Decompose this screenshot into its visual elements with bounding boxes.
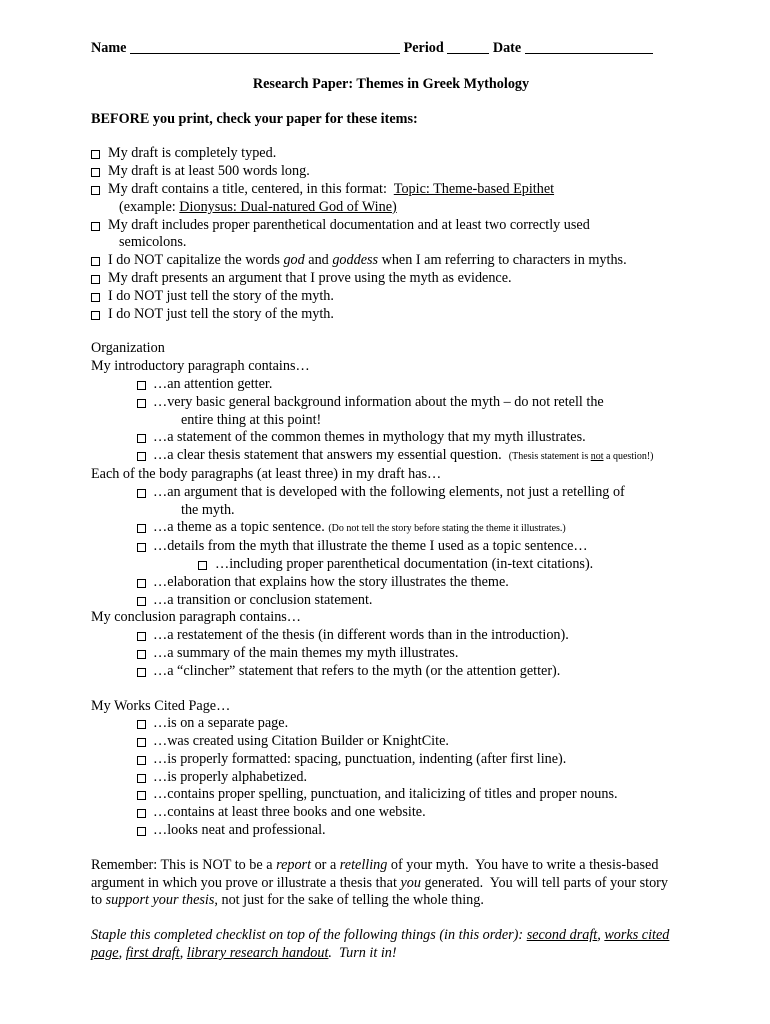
checkbox-icon[interactable] bbox=[137, 399, 146, 408]
staple-works-cited: works cited page bbox=[91, 927, 670, 962]
works-cited-heading: My Works Cited Page… bbox=[91, 697, 231, 714]
checkbox-icon[interactable] bbox=[137, 381, 146, 390]
checkbox-icon[interactable] bbox=[137, 597, 146, 606]
item-text: …a summary of the main themes my myth illustrates. bbox=[153, 644, 459, 661]
topic-note: (Do not tell the story before stating the theme it illustrates.) bbox=[328, 523, 566, 535]
draft-item-documentation-cont: semicolons. bbox=[119, 234, 187, 251]
remember-text: , not just for the sake of telling the whole thing. bbox=[214, 892, 484, 909]
body-heading: Each of the body paragraphs (at least three) in my draft has… bbox=[91, 465, 442, 482]
works-cited-item-alphabetized bbox=[91, 769, 691, 787]
item-text: …is properly alphabetized. bbox=[153, 768, 308, 785]
item-text: …contains proper spelling, punctuation, and italicizing of titles and proper nouns. bbox=[153, 786, 618, 803]
staple-text-end: . Turn it in! bbox=[328, 945, 397, 962]
works-cited-item-builder bbox=[91, 733, 691, 751]
staple-library-handout: library research handout bbox=[186, 945, 329, 962]
word-goddess: goddess bbox=[332, 252, 379, 269]
checkbox-icon[interactable] bbox=[137, 524, 146, 533]
draft-item-argument bbox=[91, 270, 691, 288]
item-text: …a transition or conclusion statement. bbox=[153, 591, 373, 608]
staple-instructions bbox=[91, 927, 681, 963]
body-item-citations bbox=[91, 556, 691, 574]
item-text: …very basic general background information about the myth – do not retell the bbox=[153, 393, 604, 410]
intro-heading: My introductory paragraph contains… bbox=[91, 358, 310, 375]
conclusion-item-clincher bbox=[91, 663, 691, 681]
example-prefix: (example: bbox=[119, 198, 180, 215]
draft-item-length bbox=[91, 163, 691, 181]
draft-checklist bbox=[91, 145, 691, 323]
intro-item-background bbox=[91, 394, 691, 412]
item-text: …a “clincher” statement that refers to the myth (or the attention getter). bbox=[153, 662, 561, 679]
checkbox-icon[interactable] bbox=[137, 668, 146, 677]
body-item-argument bbox=[91, 484, 691, 502]
name-label: Name bbox=[91, 40, 127, 56]
item-text: …a theme as a topic sentence. bbox=[153, 519, 329, 536]
checkbox-icon[interactable] bbox=[137, 756, 146, 765]
note-text-end: a question!) bbox=[603, 451, 654, 463]
checkbox-icon[interactable] bbox=[137, 489, 146, 498]
remember-text: generated. You will tell parts of your story to bbox=[91, 874, 672, 909]
before-heading: BEFORE you print, check your paper for these items: bbox=[91, 110, 418, 127]
works-cited-item-spelling bbox=[91, 786, 691, 804]
works-cited-item-formatted bbox=[91, 751, 691, 769]
item-text: My draft contains a title, centered, in this format: bbox=[108, 180, 394, 197]
title-format: Topic: Theme-based Epithet bbox=[393, 180, 555, 197]
word-support-thesis: support your thesis bbox=[105, 892, 215, 909]
item-text: My draft is completely typed. bbox=[108, 145, 277, 162]
checkbox-icon[interactable] bbox=[91, 275, 100, 284]
item-text: …looks neat and professional. bbox=[153, 822, 326, 839]
works-cited-item-neat bbox=[91, 822, 691, 840]
item-text: I do NOT capitalize the words bbox=[108, 252, 284, 269]
works-cited-item-separate bbox=[91, 715, 691, 733]
intro-item-attention bbox=[91, 376, 691, 394]
item-text: …a statement of the common themes in mythology that my myth illustrates. bbox=[153, 429, 586, 446]
item-text: …contains at least three books and one website. bbox=[153, 804, 426, 821]
note-text: (Thesis statement is bbox=[508, 451, 591, 463]
remember-paragraph bbox=[91, 857, 681, 910]
item-text: entire thing at this point! bbox=[181, 411, 322, 428]
item-text: …details from the myth that illustrate the theme I used as a topic sentence… bbox=[153, 538, 588, 555]
body-item-argument-cont bbox=[91, 502, 691, 520]
body-item-elaboration bbox=[91, 574, 691, 592]
checkbox-icon[interactable] bbox=[91, 257, 100, 266]
word-you: you bbox=[400, 874, 421, 891]
item-text: the myth. bbox=[181, 501, 235, 518]
checkbox-icon[interactable] bbox=[137, 434, 146, 443]
checkbox-icon[interactable] bbox=[137, 809, 146, 818]
checkbox-icon[interactable] bbox=[91, 293, 100, 302]
separator: , bbox=[179, 945, 187, 962]
date-blank[interactable] bbox=[525, 40, 653, 54]
organization-heading: Organization bbox=[91, 340, 165, 357]
checkbox-icon[interactable] bbox=[198, 561, 207, 570]
separator: , bbox=[118, 945, 126, 962]
word-god: god bbox=[283, 252, 305, 269]
remember-text: Remember: This is NOT to be a bbox=[91, 856, 277, 873]
date-label: Date bbox=[492, 40, 522, 56]
remember-text: or a bbox=[311, 856, 340, 873]
checkbox-icon[interactable] bbox=[91, 150, 100, 159]
worksheet-page bbox=[91, 40, 691, 963]
conclusion-heading: My conclusion paragraph contains… bbox=[91, 609, 301, 626]
item-text: …an attention getter. bbox=[153, 375, 273, 392]
checkbox-icon[interactable] bbox=[91, 222, 100, 231]
checkbox-icon[interactable] bbox=[137, 579, 146, 588]
name-blank[interactable] bbox=[130, 40, 400, 54]
draft-item-typed bbox=[91, 145, 691, 163]
conclusion-item-summary bbox=[91, 645, 691, 663]
item-text: My draft includes proper parenthetical documentation and at least two correctly used bbox=[108, 216, 590, 233]
draft-item-title bbox=[91, 181, 691, 199]
draft-item-title-example bbox=[91, 199, 691, 217]
body-item-details bbox=[91, 538, 691, 556]
staple-first-draft: first draft bbox=[125, 945, 180, 962]
header-line bbox=[91, 40, 691, 58]
draft-item-capitalize bbox=[91, 252, 691, 270]
item-text: …is properly formatted: spacing, punctuation, indenting (after first line). bbox=[153, 750, 567, 767]
word-retelling: retelling bbox=[339, 856, 388, 873]
item-text: I do NOT just tell the story of the myth. bbox=[108, 305, 334, 322]
body-item-transition bbox=[91, 592, 691, 610]
checkbox-icon[interactable] bbox=[137, 543, 146, 552]
item-text: I do NOT just tell the story of the myth. bbox=[108, 287, 334, 304]
item-text: …was created using Citation Builder or KnightCite. bbox=[153, 733, 449, 750]
separator: , bbox=[597, 927, 605, 944]
item-text: …a restatement of the thesis (in different words than in the introduction). bbox=[153, 627, 569, 644]
body-item-topic-sentence bbox=[91, 519, 691, 538]
conclusion-item-restatement bbox=[91, 627, 691, 645]
intro-item-themes bbox=[91, 429, 691, 447]
staple-text: Staple this completed checklist on top of the following things (in this order): bbox=[91, 927, 527, 944]
works-cited-item-sources bbox=[91, 804, 691, 822]
checkbox-icon[interactable] bbox=[137, 632, 146, 641]
checkbox-icon[interactable] bbox=[137, 791, 146, 800]
checkbox-icon[interactable] bbox=[137, 650, 146, 659]
intro-item-background-cont bbox=[91, 412, 691, 430]
example-title: Dionysus: Dual-natured God of Wine) bbox=[179, 198, 397, 215]
word-report: report bbox=[276, 856, 312, 873]
checkbox-icon[interactable] bbox=[91, 186, 100, 195]
note-not: not bbox=[590, 451, 604, 463]
item-text: …an argument that is developed with the following elements, not just a retelling of bbox=[153, 483, 625, 500]
word-and: and bbox=[304, 252, 333, 269]
staple-second-draft: second draft bbox=[526, 927, 598, 944]
thesis-note bbox=[509, 451, 654, 462]
intro-item-thesis bbox=[91, 447, 691, 466]
item-text: …is on a separate page. bbox=[153, 715, 289, 732]
item-text: My draft presents an argument that I prove using the myth as evidence. bbox=[108, 269, 512, 286]
checkbox-icon[interactable] bbox=[137, 774, 146, 783]
checkbox-icon[interactable] bbox=[137, 720, 146, 729]
page-title: Research Paper: Themes in Greek Mythology bbox=[252, 75, 530, 92]
draft-item-no-story-2 bbox=[91, 306, 691, 324]
item-text: …elaboration that explains how the story illustrates the theme. bbox=[153, 573, 509, 590]
item-text-end: when I am referring to characters in myths. bbox=[378, 252, 627, 269]
draft-item-no-story-1 bbox=[91, 288, 691, 306]
item-text: My draft is at least 500 words long. bbox=[108, 163, 310, 180]
draft-item-documentation bbox=[91, 217, 691, 235]
checkbox-icon[interactable] bbox=[137, 738, 146, 747]
checkbox-icon[interactable] bbox=[91, 311, 100, 320]
checkbox-icon[interactable] bbox=[137, 827, 146, 836]
period-blank[interactable] bbox=[447, 40, 489, 54]
item-text: …including proper parenthetical documentation (in-text citations). bbox=[215, 555, 594, 572]
period-label: Period bbox=[403, 40, 444, 56]
checkbox-icon[interactable] bbox=[91, 168, 100, 177]
item-text: …a clear thesis statement that answers my essential question. bbox=[153, 447, 509, 464]
checkbox-icon[interactable] bbox=[137, 452, 146, 461]
remember-text: of your myth. You have to write a thesis-based argument in which you prove or illustrate a thesis that bbox=[91, 856, 662, 891]
